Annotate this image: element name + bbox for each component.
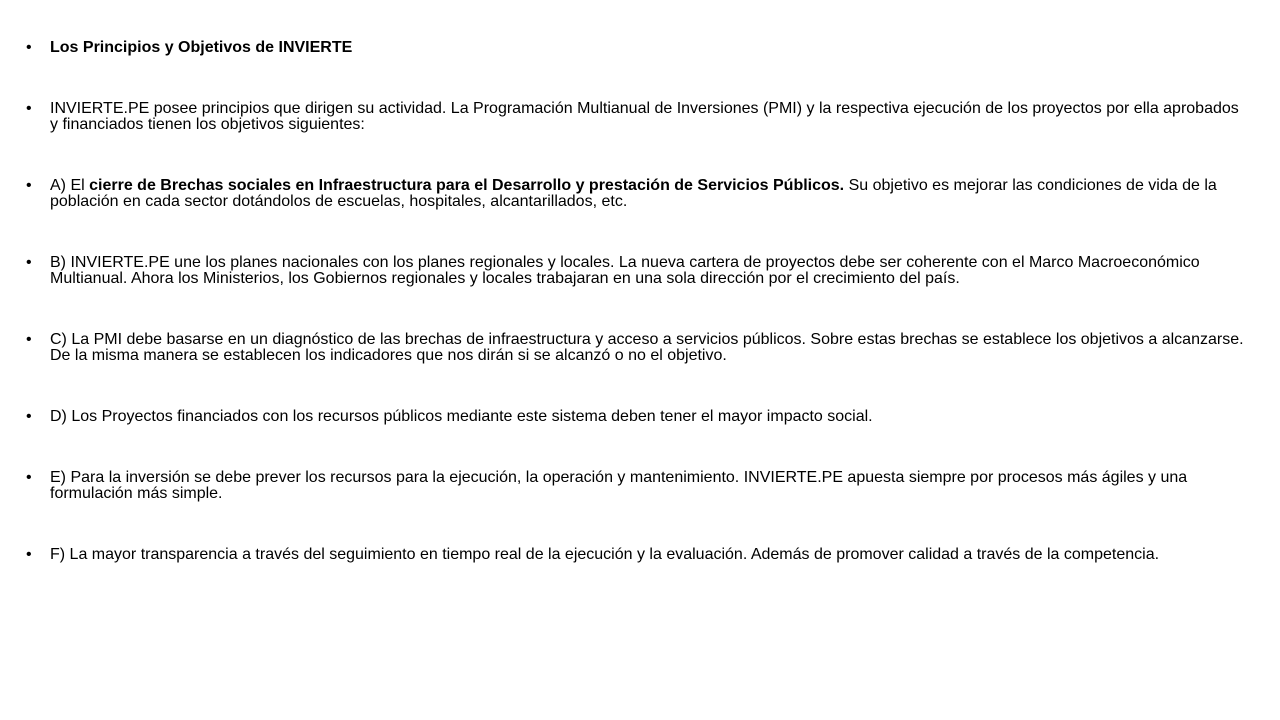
bullet-a-prefix: A) El: [50, 177, 90, 194]
bullet-dot-icon: •: [26, 469, 32, 486]
bullet-b-text: B) INVIERTE.PE une los planes nacionales con los planes regionales y locales. La nueva cartera de proyectos debe ser coherente con el Marco Macroeconómico Multianual. Ahora los Ministerios, los Gobiernos regionales y locales trabajaran en una sola dirección por el crecimiento del país.: [50, 254, 1200, 287]
bullet-dot-icon: •: [26, 100, 32, 117]
bullet-list: [26, 40, 1251, 563]
bullet-dot-icon: •: [26, 177, 32, 194]
bullet-item-b: [26, 255, 1251, 287]
bullet-a-suffix: Su objetivo es mejorar las condiciones de vida de la población en cada sector dotándolos de escuelas, hospitales, alcantarillados, etc.: [50, 177, 1217, 210]
bullet-item-e: [26, 470, 1251, 502]
bullet-item-a: [26, 178, 1251, 210]
bullet-item-title: [26, 40, 1251, 56]
bullet-dot-icon: •: [26, 546, 32, 563]
bullet-dot-icon: •: [26, 408, 32, 425]
bullet-dot-icon: •: [26, 254, 32, 271]
bullet-dot-icon: •: [26, 331, 32, 348]
bullet-d-text: D) Los Proyectos financiados con los recursos públicos mediante este sistema deben tener el mayor impacto social.: [50, 408, 873, 425]
bullet-dot-icon: •: [26, 39, 32, 56]
bullet-item-f: [26, 547, 1251, 563]
bullet-e-text: E) Para la inversión se debe prever los recursos para la ejecución, la operación y mantenimiento. INVIERTE.PE apuesta siempre por procesos más ágiles y una formulación más simple.: [50, 469, 1188, 502]
bullet-c-text: C) La PMI debe basarse en un diagnóstico de las brechas de infraestructura y acceso a servicios públicos. Sobre estas brechas se establece los objetivos a alcanzarse. De la misma manera se establecen los indicadores que nos dirán si se alcanzó o no el objetivo.: [50, 331, 1244, 364]
bullet-item-intro: [26, 101, 1251, 133]
bullet-intro-text: INVIERTE.PE posee principios que dirigen su actividad. La Programación Multianual de Inversiones (PMI) y la respectiva ejecución de los proyectos por ella aprobados y financiados tienen los objetivos siguientes:: [50, 100, 1239, 133]
bullet-item-c: [26, 332, 1251, 364]
bullet-f-text: F) La mayor transparencia a través del seguimiento en tiempo real de la ejecución y la evaluación. Además de promover calidad a través de la competencia.: [50, 546, 1160, 563]
bullet-title-text: Los Principios y Objetivos de INVIERTE: [50, 39, 353, 56]
bullet-a-bold: cierre de Brechas sociales en Infraestructura para el Desarrollo y prestación de Servicios Públicos.: [89, 177, 845, 194]
bullet-item-d: [26, 409, 1251, 425]
